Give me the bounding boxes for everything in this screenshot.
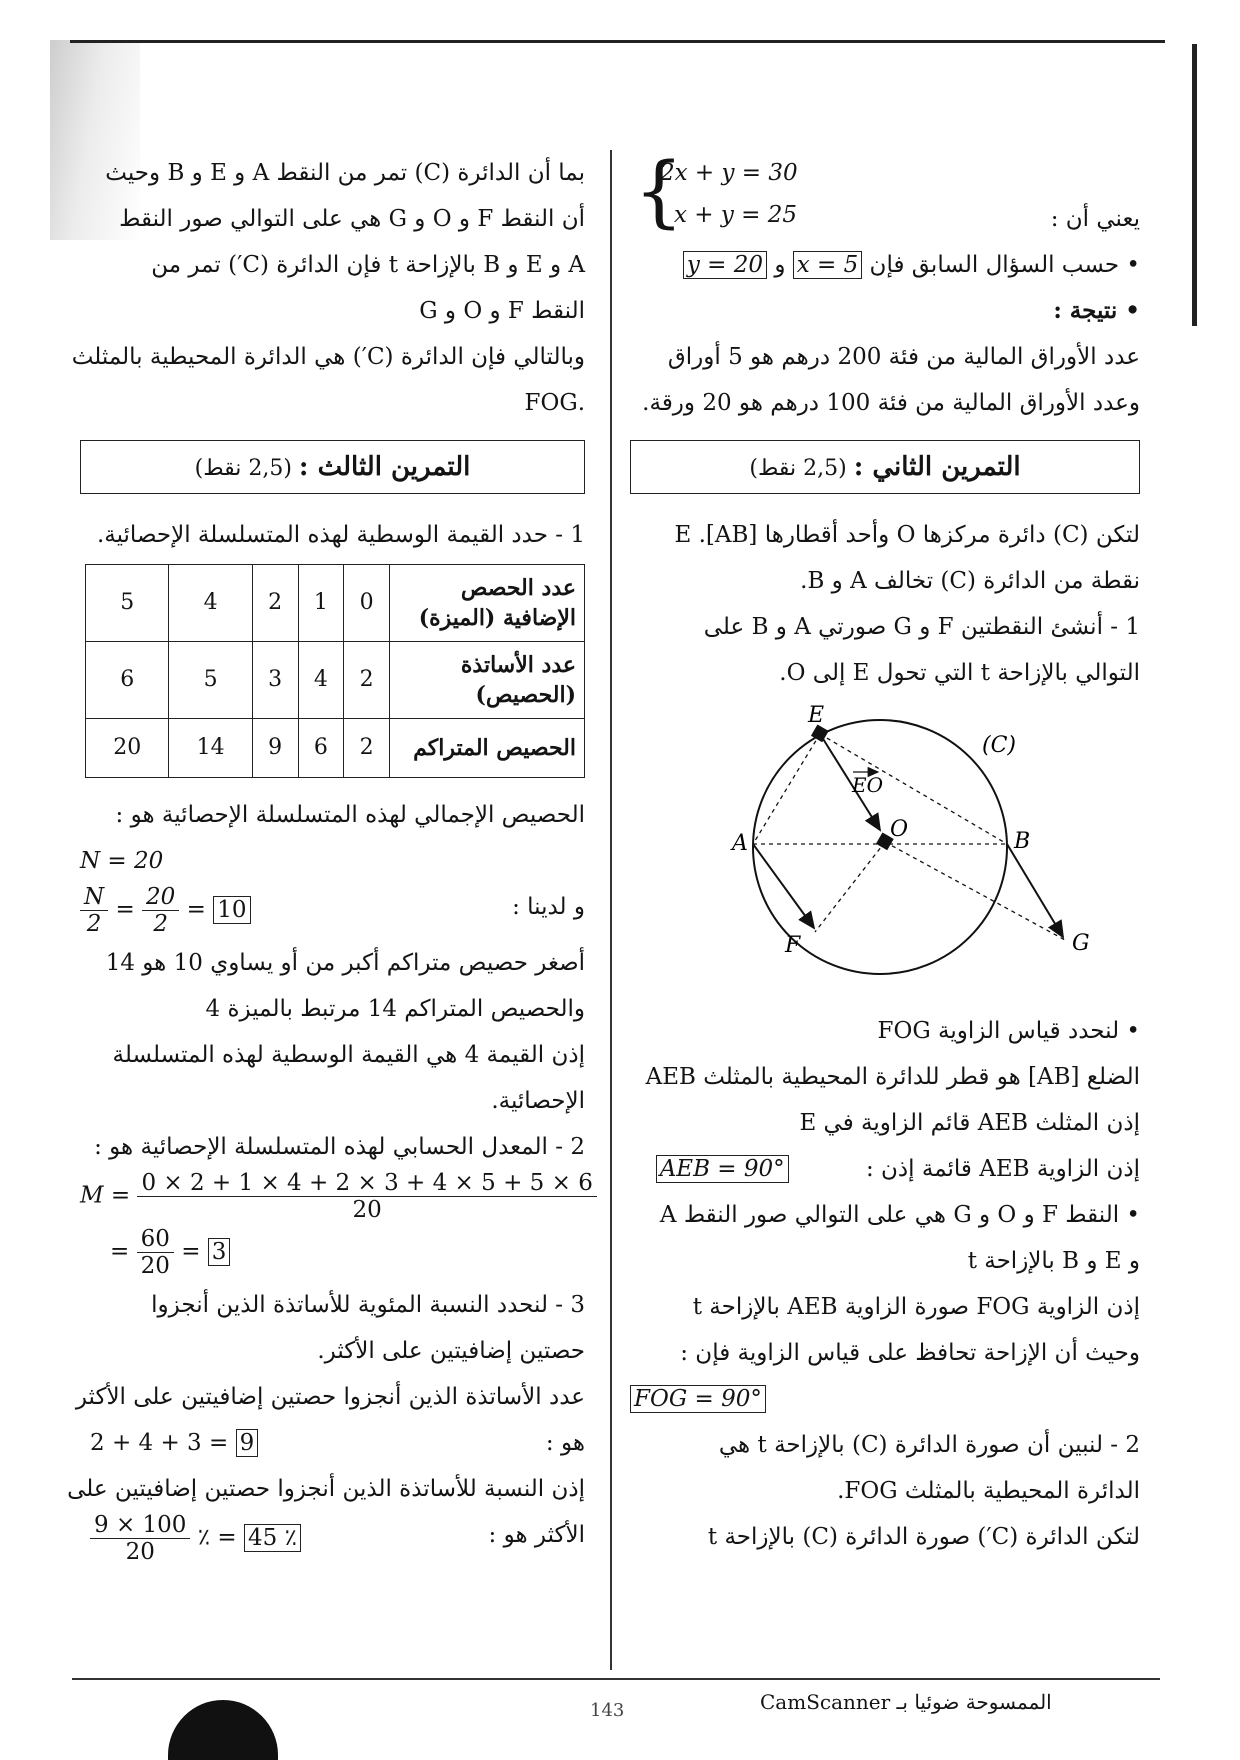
geometry-figure [670,702,1140,1008]
fog-angle-line [630,1376,1140,1422]
ex2-after-7: إذن الزاوية FOG صورة الزاوية AEB بالإزاحة t [692,1294,1140,1320]
right-column [630,147,1140,1560]
equation-system [630,147,1140,242]
table-cell: 1 [298,565,344,642]
q3-sum-line: هو : 2 + 4 + 3 = 9 [80,1420,585,1466]
circle-translation-figure [720,702,1140,992]
table-cell: 5 [86,565,169,642]
segment-og [885,842,1065,940]
equation-1: 2x + y = 30 [660,160,798,186]
y-result-box: y = 20 [683,251,767,279]
table-row-header: الحصيص المتراكم [390,719,585,778]
table-cell: 6 [86,642,169,719]
segment-eb [820,734,1007,844]
total-line: الحصيص الإجمالي لهذه المتسلسلة الإحصائية هو : [115,802,585,828]
ex2-line-1: لتكن (C) دائرة مركزها O وأحد أقطارها [AB]. E [674,522,1140,548]
table-cell: 2 [344,642,390,719]
exercise-2-title: التمرين الثاني : [853,452,1021,482]
percent-result-box: 45 ٪ [244,1524,301,1552]
q3-line-1: 3 - لنحدد النسبة المئوية للأساتذة الذين أنجزوا [151,1292,585,1318]
exercise-3-title: التمرين الثالث : [298,452,471,482]
conclusion-title: • نتيجة : [630,288,1140,334]
exercise-3-points: (2,5 نقط) [194,456,292,481]
median-line-3: إذن القيمة 4 هي القيمة الوسطية لهذه المتسلسلة [112,1042,585,1068]
table-row [86,565,585,642]
segment-ea [753,734,820,844]
ex2-after-1: • لنحدد قياس الزاوية FOG [630,1008,1140,1054]
mean-fraction: $\frac{0 \times 2 + 1 \times 4 + 2 \times 3 + 4 \times 5 + 5 \times 6}{20}$ [137,1170,596,1223]
fraction-20-over-2: $\frac{20}{2}$ [142,884,179,937]
sum-expression: 2 + 4 + 3 = 9 [90,1420,258,1466]
page-number: 143 [590,1700,625,1721]
intro-line-1: بما أن الدائرة (C) تمر من النقط A و E و B وحيث [105,160,585,186]
percent-expression: $\frac{9 \times 100}{20}$ ٪ = 45 ٪ [90,1512,301,1565]
column-divider [610,150,612,1670]
label-circle-c: (C) [982,733,1016,758]
page-frame-right [1192,44,1197,326]
fog-angle-box: FOG = 90° [630,1385,766,1413]
intro-line-3: A و E و B بالإزاحة t فإن الدائرة (C′) تمر من [151,252,585,278]
table-cell: 4 [298,642,344,719]
sum-result-box: 9 [236,1429,259,1457]
table-cell: 2 [344,719,390,778]
intro-line-4: النقط F و O و G [419,298,585,324]
label-a: A [732,831,748,856]
scan-artifact [168,1700,278,1760]
ex2-after-9: 2 - لنبين أن صورة الدائرة (C) بالإزاحة t هي [718,1432,1140,1458]
equation-2: x + y = 25 [674,202,798,228]
half-result-box: 10 [213,896,250,924]
fraction-n-over-2: $\frac{N}{2}$ [80,884,108,937]
label-e: E [808,703,825,728]
median-line-2: والحصيص المتراكم 14 مرتبط بالميزة 4 [205,996,585,1022]
table-row [86,719,585,778]
x-result-box: x = 5 [793,251,863,279]
table-row-header: عدد الحصص الإضافية (الميزة) [390,565,585,642]
conclusion-line-1: عدد الأوراق المالية من فئة 200 درهم هو 5 أوراق [667,344,1140,370]
question-2: 2 - المعدل الحسابي لهذه المتسلسلة الإحصائية هو : [94,1134,585,1160]
mean-expression: M = $\frac{0 \times 2 + 1 \times 4 + 2 \times 3 + 4 \times 5 + 5 \times 6}{20}$ [80,1170,585,1226]
table-cell: 9 [252,719,298,778]
ex2-line-3: 1 - أنشئ النقطتين F و G صورتي A و B على [703,614,1140,640]
table-row [86,642,585,719]
ex2-after-5: • النقط F و O و G هي على التوالي صور النقط A [630,1192,1140,1238]
label-f: F [785,933,801,958]
system-label: يعني أن : [1050,206,1140,232]
n-value: N = 20 [80,848,164,874]
vector-af [753,844,814,928]
intro-line-5: وبالتالي فإن الدائرة (C′) هي الدائرة المحيطية بالمثلث [71,344,585,370]
ex2-after-10: الدائرة المحيطية بالمثلث FOG. [837,1478,1140,1504]
ex2-after-3: إذن المثلث AEB قائم الزاوية في E [799,1110,1140,1136]
table-cell: 6 [298,719,344,778]
ex2-after-11: لتكن الدائرة (C′) صورة الدائرة (C) بالإزاحة t [707,1524,1140,1550]
mean-result: = $\frac{60}{20}$ = 3 [80,1226,585,1282]
label-b: B [1014,829,1031,854]
question-1: 1 - حدد القيمة الوسطية لهذه المتسلسلة الإحصائية. [96,522,585,548]
label-g: G [1072,931,1090,956]
camscanner-watermark: الممسوحة ضوئيا بـ CamScanner [760,1690,1052,1714]
table-cell: 20 [86,719,169,778]
page-frame-top [70,40,1165,43]
table-cell: 4 [169,565,252,642]
system-brace: { [634,147,684,237]
ex2-after-6: و E و B بالإزاحة t [967,1248,1140,1274]
ex2-line-4: التوالي بالإزاحة t التي تحول E إلى O. [779,660,1140,686]
table-cell: 3 [252,642,298,719]
q3-line-3: عدد الأساتذة الذين أنجزوا حصتين إضافيتين على الأكثر [75,1384,585,1410]
half-line [80,884,585,940]
result-line: • حسب السؤال السابق فإن x = 5 و y = 20 [630,242,1140,288]
label-o: O [890,817,909,842]
table-cell: 5 [169,642,252,719]
half-expression: $\frac{N}{2}$ = $\frac{20}{2}$ = 10 [80,884,251,937]
aeb-angle-box: AEB = 90° [656,1155,789,1183]
we-have-label: و لدينا : [512,894,585,920]
percent-result-line: الأكثر هو : $\frac{9 \times 100}{20}$ ٪ = 45 ٪ [80,1512,585,1568]
conclusion-line-2: وعدد الأوراق المالية من فئة 100 درهم هو 20 ورقة. [642,390,1140,416]
median-line-4: الإحصائية. [491,1088,585,1114]
exercise-2-points: (2,5 نقط) [749,456,847,481]
table-row-header: عدد الأساتذة (الحصيص) [390,642,585,719]
page-frame-bottom [72,1678,1160,1680]
segment-of [815,842,885,932]
percent-line: إذن النسبة للأساتذة الذين أنجزوا حصتين إضافيتين على [67,1476,585,1502]
exercise-2-header [630,440,1140,494]
ex2-after-8: وحيث أن الإزاحة تحافظ على قياس الزاوية فإن : [680,1340,1140,1366]
mean-result-box: 3 [208,1238,231,1266]
left-column [67,150,593,1568]
median-line-1: أصغر حصيص متراكم أكبر من أو يساوي 10 هو 14 [105,950,585,976]
fraction-60-over-20: $\frac{60}{20}$ [137,1226,174,1279]
ex2-after-4: إذن الزاوية AEB قائمة إذن : AEB = 90° [630,1146,1140,1192]
table-cell: 14 [169,719,252,778]
intro-line-6: .FOG [524,390,585,416]
q3-line-2: حصتين إضافيتين على الأكثر. [317,1338,585,1364]
label-vector-eo: EO [852,773,883,797]
statistics-table [85,564,585,778]
table-cell: 2 [252,565,298,642]
table-cell: 0 [344,565,390,642]
percent-fraction: $\frac{9 \times 100}{20}$ [90,1512,190,1565]
intro-line-2: أن النقط F و O و G هي على التوالي صور النقط [119,206,585,232]
ex2-line-2: نقطة من الدائرة (C) تخالف A و B. [800,568,1140,594]
ex2-after-2: الضلع [AB] هو قطر للدائرة المحيطية بالمثلث AEB [645,1064,1140,1090]
exercise-3-header [80,440,585,494]
